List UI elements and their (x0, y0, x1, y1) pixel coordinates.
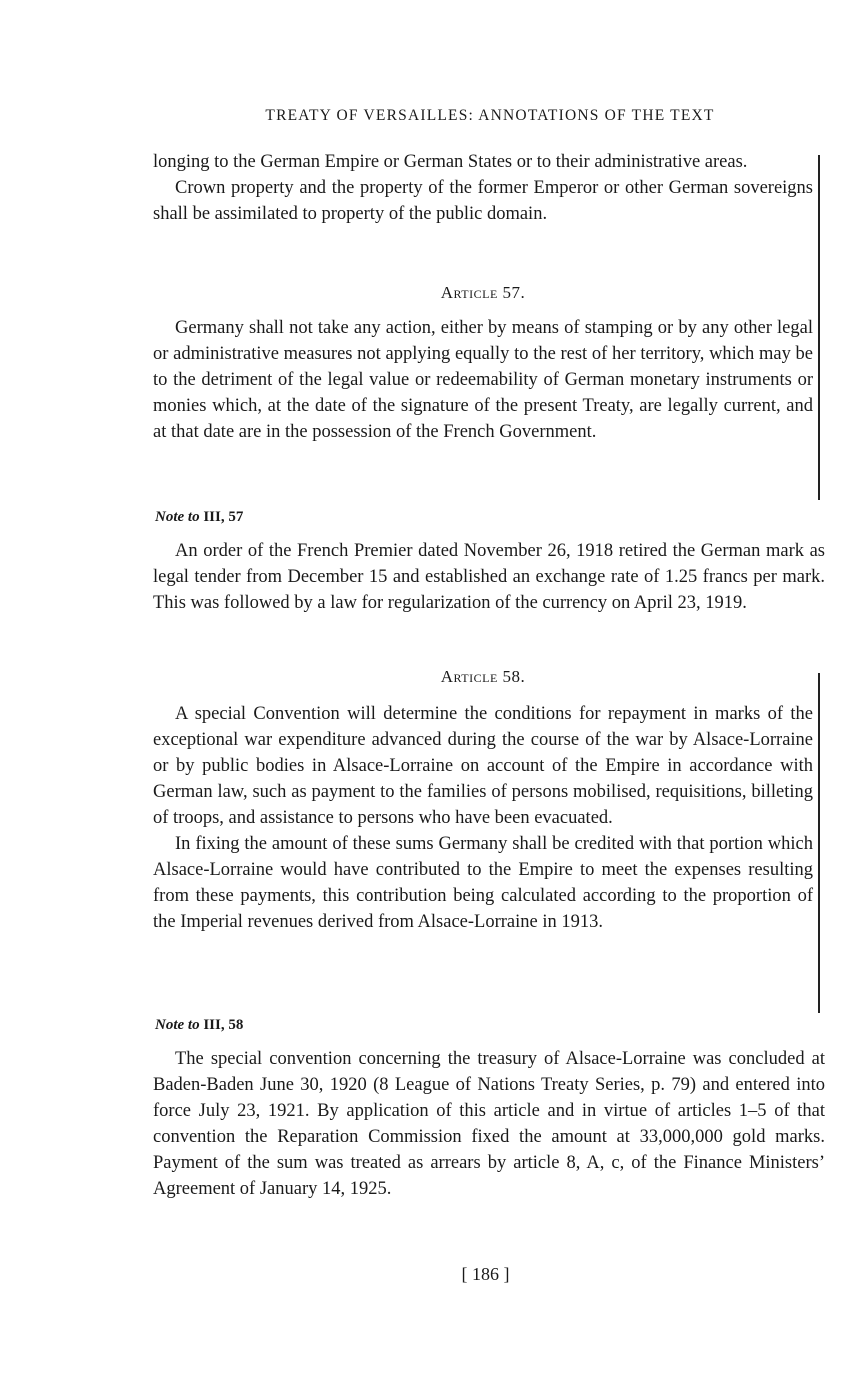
margin-rule-article-57 (818, 155, 820, 500)
note-57-heading (155, 509, 243, 526)
note-57-ref: III, 57 (203, 509, 244, 525)
note-58-prefix: Note to (155, 1017, 200, 1033)
article-58-body (153, 701, 813, 935)
margin-rule-article-58 (818, 673, 820, 1013)
intro-paragraph-crown-property: Crown property and the property of the former Emperor or other German sovereigns shall be assimilated to property of the public domain. (153, 178, 813, 224)
note-58-body (153, 1046, 825, 1202)
note-57-prefix: Note to (155, 509, 200, 525)
note-58-heading (155, 1017, 243, 1034)
note-58-paragraph: The special convention concerning the treasury of Alsace-Lorraine was concluded at Baden-Baden June 30, 1920 (8 League of Nations Treaty Series, p. 79) and entered into force July 23, 1921. By application of this article and in virtue of articles 1–5 of that convention the Reparation Commission fixed the amount at 33,000,000 gold marks. Payment of the sum was treated as arrears by article 8, A, c, of the Finance Ministers’ Agreement of January 14, 1925. (153, 1049, 825, 1199)
article-57-paragraph: Germany shall not take any action, either by means of stamping or by any other legal or administrative measures not applying equally to the rest of her territory, which may be to the detriment of the legal value or redeemability of German monetary instruments or monies which, at the date of the signature of the present Treaty, are legally current, and at that date are in the possession of the French Government. (153, 318, 813, 442)
article-58-heading: Article 58. (440, 667, 526, 686)
page-number: [ 186 ] (461, 1264, 510, 1284)
note-57-body (153, 538, 825, 616)
article-57-heading: Article 57. (440, 283, 526, 302)
note-58-ref: III, 58 (203, 1017, 244, 1033)
article-57-body (153, 315, 813, 445)
running-header: TREATY OF VERSAILLES: ANNOTATIONS OF THE TEXT (265, 107, 715, 124)
article-58-paragraph-2: In fixing the amount of these sums Germany shall be credited with that portion which Alsace-Lorraine would have contributed to the Empire to meet the expenses resulting from these payments, this contribution being calculated according to the proportion of the Imperial revenues derived from Alsace-Lorraine in 1913. (153, 834, 813, 932)
note-57-paragraph: An order of the French Premier dated November 26, 1918 retired the German mark as legal tender from December 15 and established an exchange rate of 1.25 francs per mark. This was followed by a law for regularization of the currency on April 23, 1919. (153, 541, 825, 613)
article-58-paragraph-1: A special Convention will determine the conditions for repayment in marks of the exceptional war expenditure advanced during the course of the war by Alsace-Lorraine or by public bodies in Alsace-Lorraine on account of the Empire in accordance with German law, such as payment to the families of persons mobilised, requisitions, billeting of troops, and assistance to persons who have been evacuated. (153, 704, 813, 828)
intro-section (153, 149, 813, 227)
intro-paragraph-continued: longing to the German Empire or German States or to their administrative areas. (153, 152, 748, 172)
